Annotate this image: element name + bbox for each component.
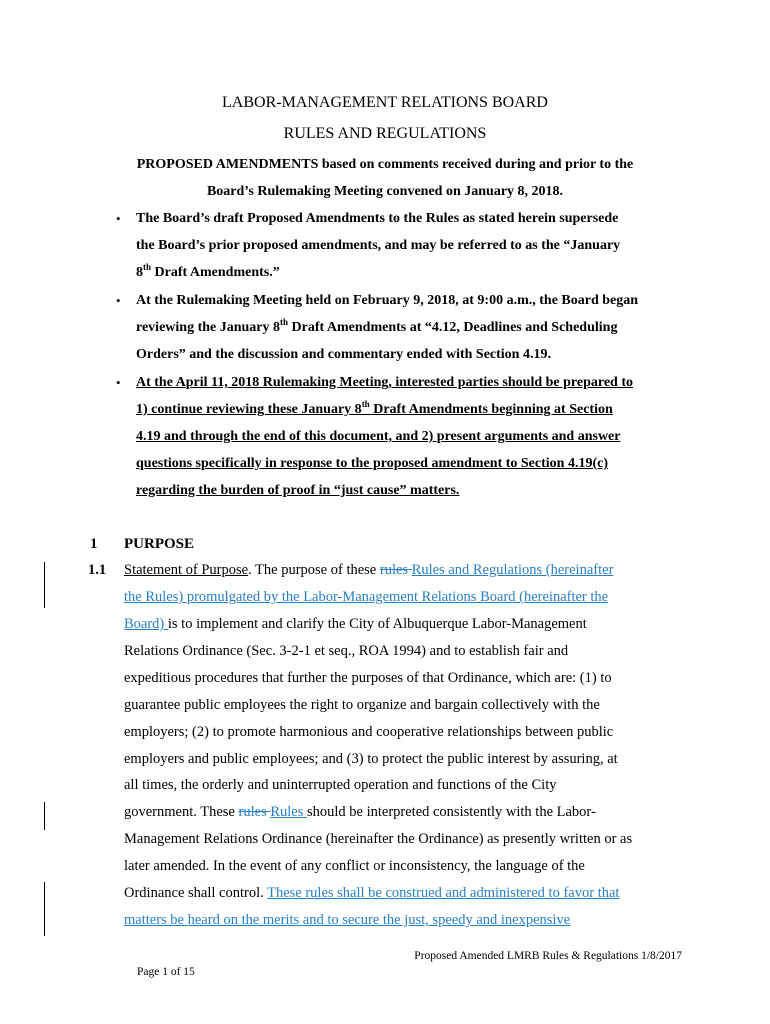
body-line-8: employers and public employees; and (3) to protect the public interest by assuring, at: [124, 751, 618, 767]
bullet-2-line-3: Orders” and the discussion and commentary ended with Section 4.19.: [136, 347, 551, 362]
body-line-11: Management Relations Ordinance (hereinafter the Ordinance) as presently written or as: [124, 831, 633, 847]
bullet-icon: •: [116, 211, 121, 226]
body-line-4: Relations Ordinance (Sec. 3-2-1 et seq., ROA 1994) and to establish fair and: [124, 643, 569, 659]
bullet-icon: •: [116, 375, 121, 390]
change-bar: [44, 882, 45, 936]
body-line-12: later amended. In the event of any conflict or inconsistency, the language of the: [124, 858, 585, 874]
subsection-number: 1.1: [88, 562, 107, 578]
bullet-1-line-3: 8th Draft Amendments.”: [136, 262, 280, 280]
document-title: LABOR-MANAGEMENT RELATIONS BOARD: [222, 94, 548, 111]
page-number: Page 1 of 15: [137, 966, 195, 978]
body-line-13: Ordinance shall control. These rules shall be construed and administered to favor that: [124, 885, 620, 901]
body-line-7: employers; (2) to promote harmonious and cooperative relationships between public: [124, 724, 614, 740]
bullet-3-line-4: questions specifically in response to the proposed amendment to Section 4.19(c): [136, 456, 608, 471]
intro-line-1: PROPOSED AMENDMENTS based on comments received during and prior to the: [136, 157, 634, 172]
bullet-1-line-2: the Board’s prior proposed amendments, and may be referred to as the “January: [136, 238, 621, 253]
bullet-3-line-5: regarding the burden of proof in “just cause” matters.: [136, 483, 460, 498]
change-bar: [44, 562, 45, 608]
intro-line-2: Board’s Rulemaking Meeting convened on January 8, 2018.: [206, 184, 564, 199]
body-line-1: Statement of Purpose. The purpose of these rules Rules and Regulations (hereinafter: [124, 562, 614, 578]
body-line-9: all times, the orderly and uninterrupted operation and functions of the City: [124, 777, 557, 793]
bullet-3-line-3: 4.19 and through the end of this document, and 2) present arguments and answer: [136, 429, 621, 444]
bullet-3-line-1: At the April 11, 2018 Rulemaking Meeting, interested parties should be prepared to: [136, 375, 633, 390]
footer-document-id: Proposed Amended LMRB Rules & Regulations 1/8/2017: [414, 950, 682, 962]
body-line-5: expeditious procedures that further the purposes of that Ordinance, which are: (1) to: [124, 670, 612, 686]
subsection-heading: Statement of Purpose: [124, 562, 249, 578]
document-subtitle: RULES AND REGULATIONS: [283, 125, 487, 142]
body-line-14: matters be heard on the merits and to secure the just, speedy and inexpensive: [124, 912, 571, 928]
body-line-6: guarantee public employees the right to organize and bargain collectively with the: [124, 697, 600, 713]
change-bar: [44, 802, 45, 830]
body-line-10: government. These rules Rules should be interpreted consistently with the Labor-: [124, 804, 596, 820]
section-number: 1: [90, 536, 98, 552]
bullet-icon: •: [116, 293, 121, 308]
bullet-2-line-1: At the Rulemaking Meeting held on February 9, 2018, at 9:00 a.m., the Board began: [136, 293, 639, 308]
bullet-3-line-2: 1) continue reviewing these January 8th Draft Amendments beginning at Section: [136, 399, 613, 417]
body-line-3: Board) is to implement and clarify the City of Albuquerque Labor-Management: [124, 616, 587, 632]
bullet-2-line-2: reviewing the January 8th Draft Amendments at “4.12, Deadlines and Scheduling: [136, 317, 618, 335]
section-title: PURPOSE: [124, 536, 195, 552]
bullet-1-line-1: The Board’s draft Proposed Amendments to the Rules as stated herein supersede: [136, 211, 619, 226]
body-line-2: the Rules) promulgated by the Labor-Management Relations Board (hereinafter the: [124, 589, 609, 605]
